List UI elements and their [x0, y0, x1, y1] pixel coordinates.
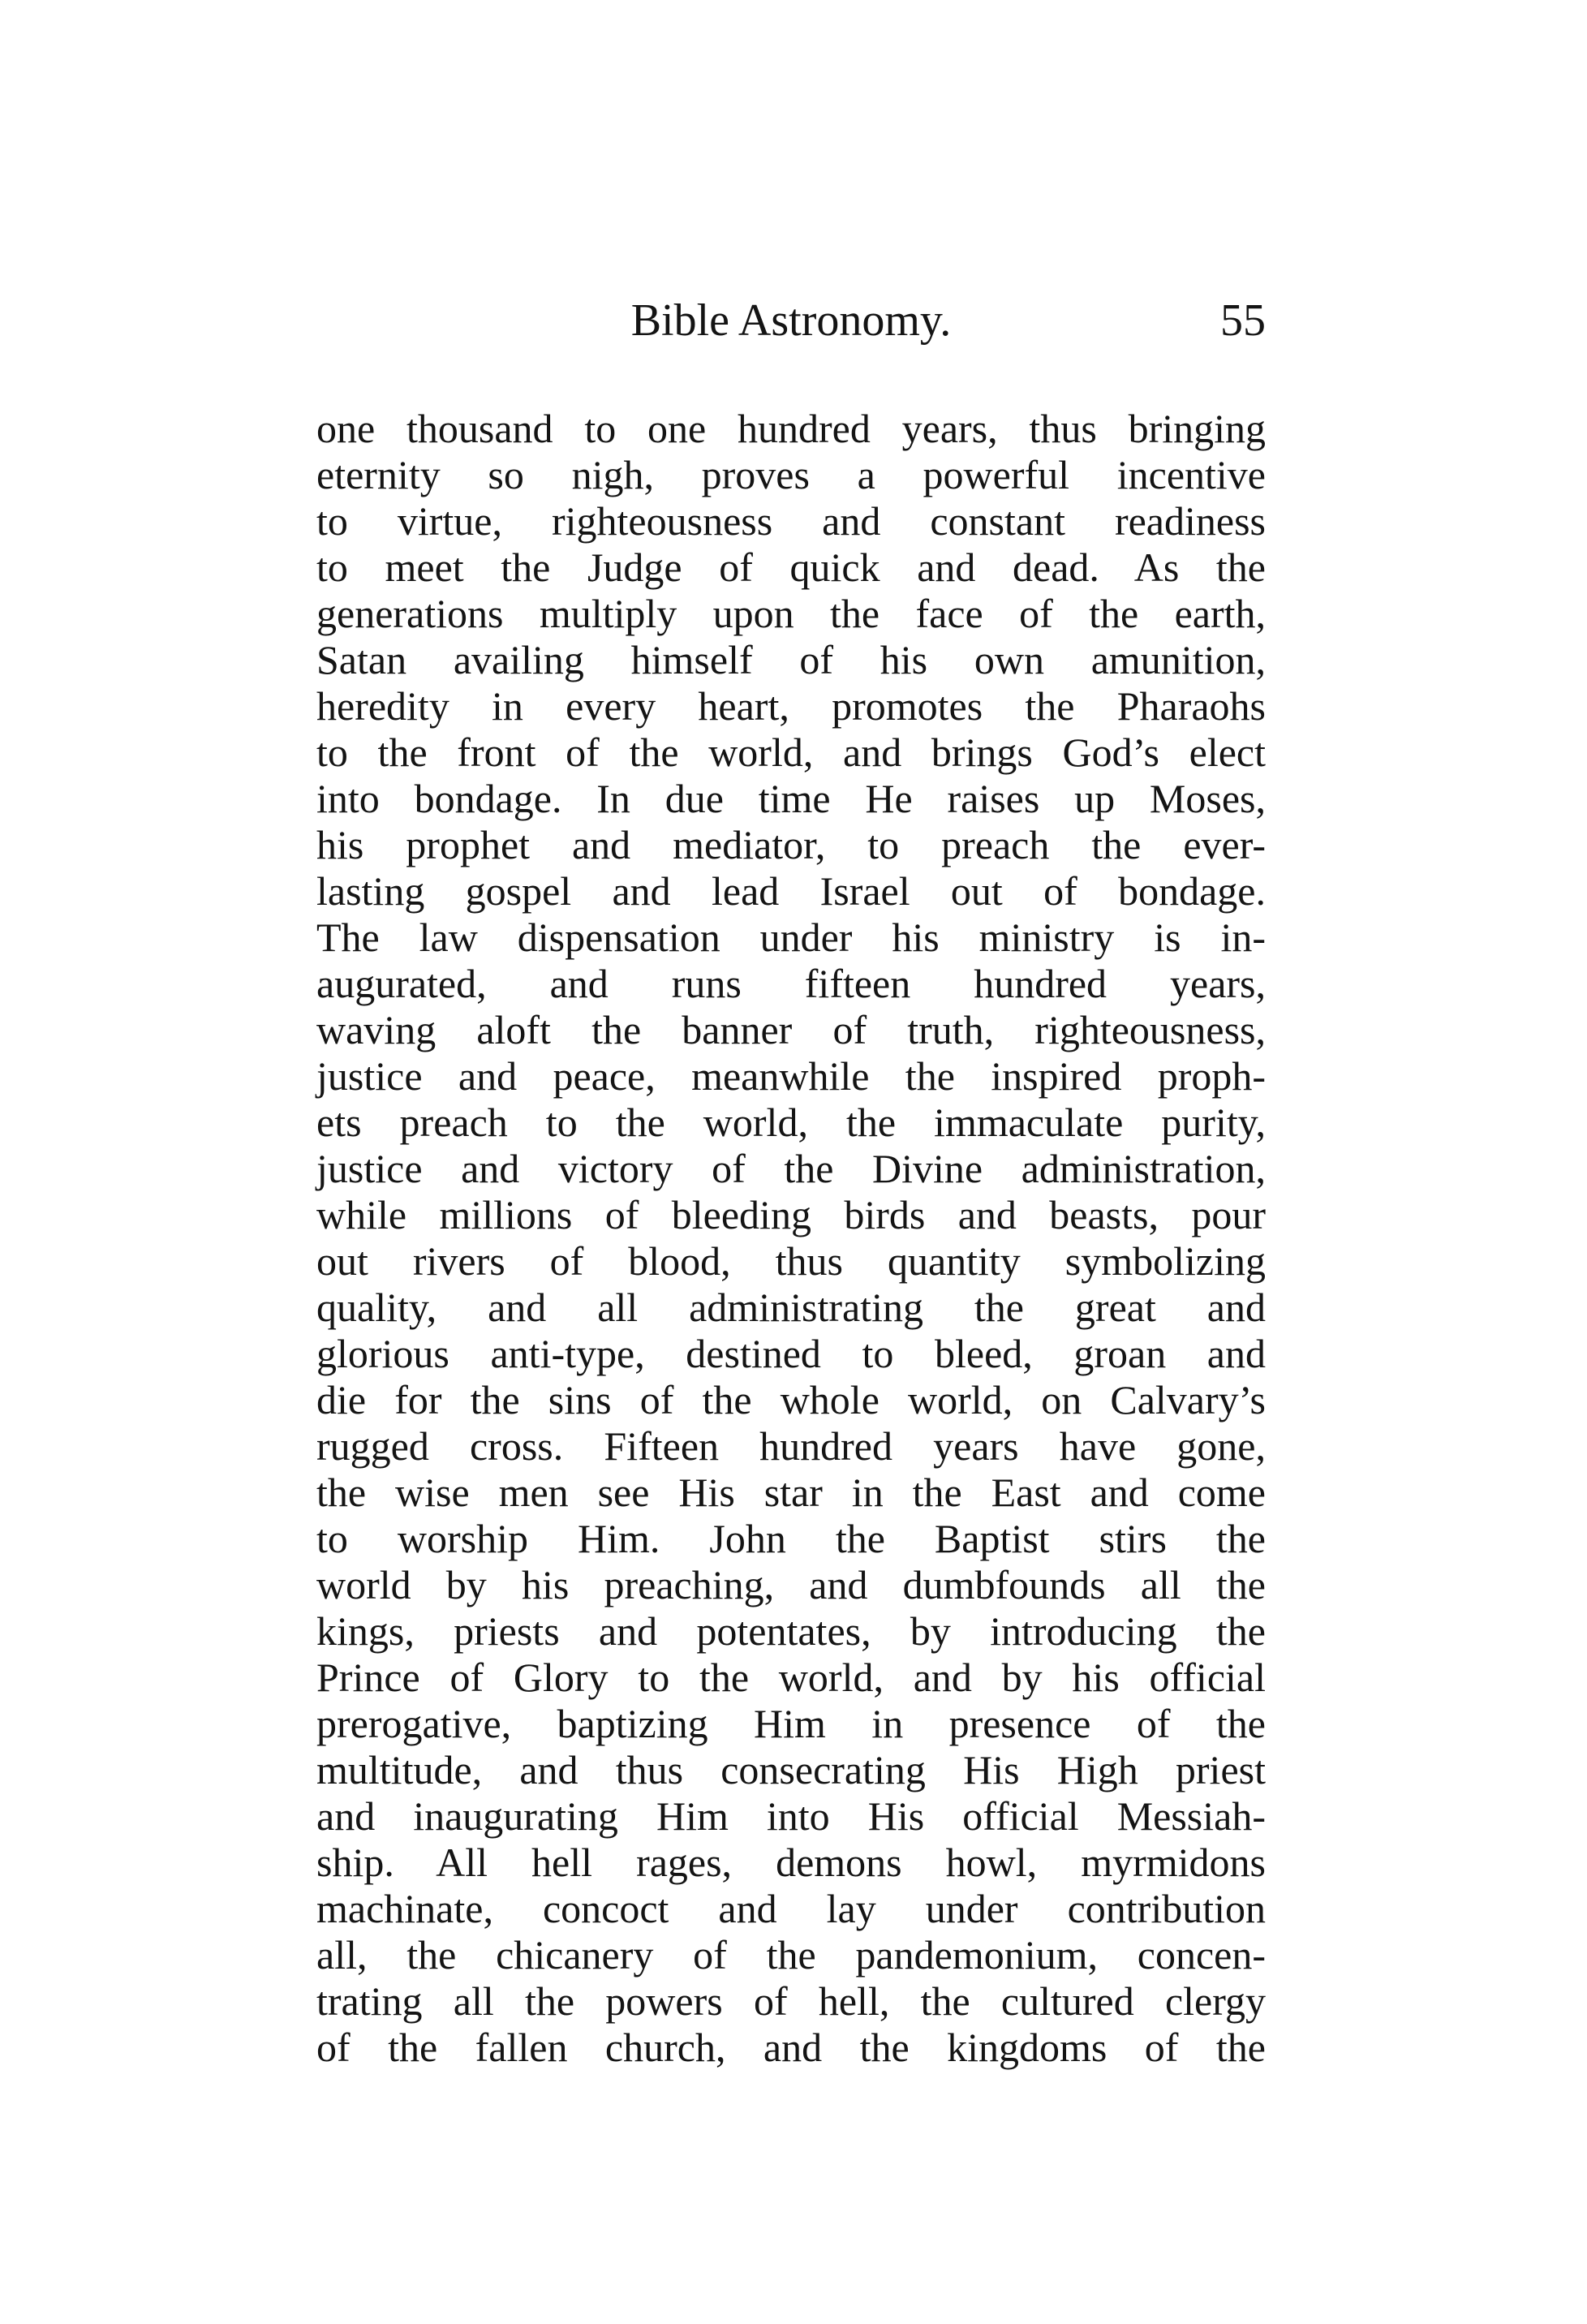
text-line: waving aloft the banner of truth, righteousness, — [316, 1007, 1266, 1052]
text-line: trating all the powers of hell, the cultured clergy — [316, 1978, 1266, 2024]
text-line: of the fallen church, and the kingdoms of the — [316, 2025, 1266, 2070]
text-line: his prophet and mediator, to preach the ever- — [316, 822, 1266, 867]
body-text — [316, 406, 1266, 2071]
text-line: Satan availing himself of his own amunition, — [316, 637, 1266, 682]
text-line: the wise men see His star in the East and come — [316, 1470, 1266, 1515]
text-line: kings, priests and potentates, by introducing the — [316, 1608, 1266, 1654]
text-line: glorious anti-type, destined to bleed, groan and — [316, 1331, 1266, 1376]
text-line: quality, and all administrating the great and — [316, 1285, 1266, 1330]
text-line: all, the chicanery of the pandemonium, concen- — [316, 1932, 1266, 1978]
running-title: Bible Astronomy. — [630, 295, 952, 346]
text-line: to meet the Judge of quick and dead. As the — [316, 544, 1266, 590]
text-line: eternity so nigh, proves a powerful incentive — [316, 452, 1266, 497]
text-line: and inaugurating Him into His official Messiah- — [316, 1793, 1266, 1839]
text-line: into bondage. In due time He raises up Moses, — [316, 776, 1266, 821]
text-line: justice and peace, meanwhile the inspired proph- — [316, 1053, 1266, 1099]
text-line: world by his preaching, and dumbfounds all the — [316, 1562, 1266, 1607]
text-line: justice and victory of the Divine administration, — [316, 1146, 1266, 1191]
text-line: machinate, concoct and lay under contribution — [316, 1886, 1266, 1931]
text-line: generations multiply upon the face of the earth, — [316, 591, 1266, 636]
text-line: to worship Him. John the Baptist stirs the — [316, 1516, 1266, 1561]
text-line: Prince of Glory to the world, and by his official — [316, 1655, 1266, 1700]
text-line: ship. All hell rages, demons howl, myrmidons — [316, 1840, 1266, 1885]
text-line: one thousand to one hundred years, thus bringing — [316, 406, 1266, 451]
text-line: heredity in every heart, promotes the Pharaohs — [316, 683, 1266, 729]
page-header — [316, 292, 1266, 349]
text-line: prerogative, baptizing Him in presence of the — [316, 1701, 1266, 1746]
text-line: augurated, and runs fifteen hundred years, — [316, 961, 1266, 1006]
text-line: while millions of bleeding birds and beasts, pour — [316, 1192, 1266, 1237]
text-line: lasting gospel and lead Israel out of bondage. — [316, 868, 1266, 914]
text-line: to the front of the world, and brings God’s elect — [316, 729, 1266, 775]
text-line: die for the sins of the whole world, on Calvary’s — [316, 1377, 1266, 1422]
text-line: to virtue, righteousness and constant readiness — [316, 498, 1266, 544]
text-line: rugged cross. Fifteen hundred years have gone, — [316, 1423, 1266, 1469]
page-number: 55 — [1220, 295, 1266, 346]
text-line: out rivers of blood, thus quantity symbolizing — [316, 1238, 1266, 1284]
text-line: The law dispensation under his ministry is in- — [316, 915, 1266, 960]
text-line: ets preach to the world, the immaculate purity, — [316, 1100, 1266, 1145]
text-line: multitude, and thus consecrating His High priest — [316, 1747, 1266, 1792]
